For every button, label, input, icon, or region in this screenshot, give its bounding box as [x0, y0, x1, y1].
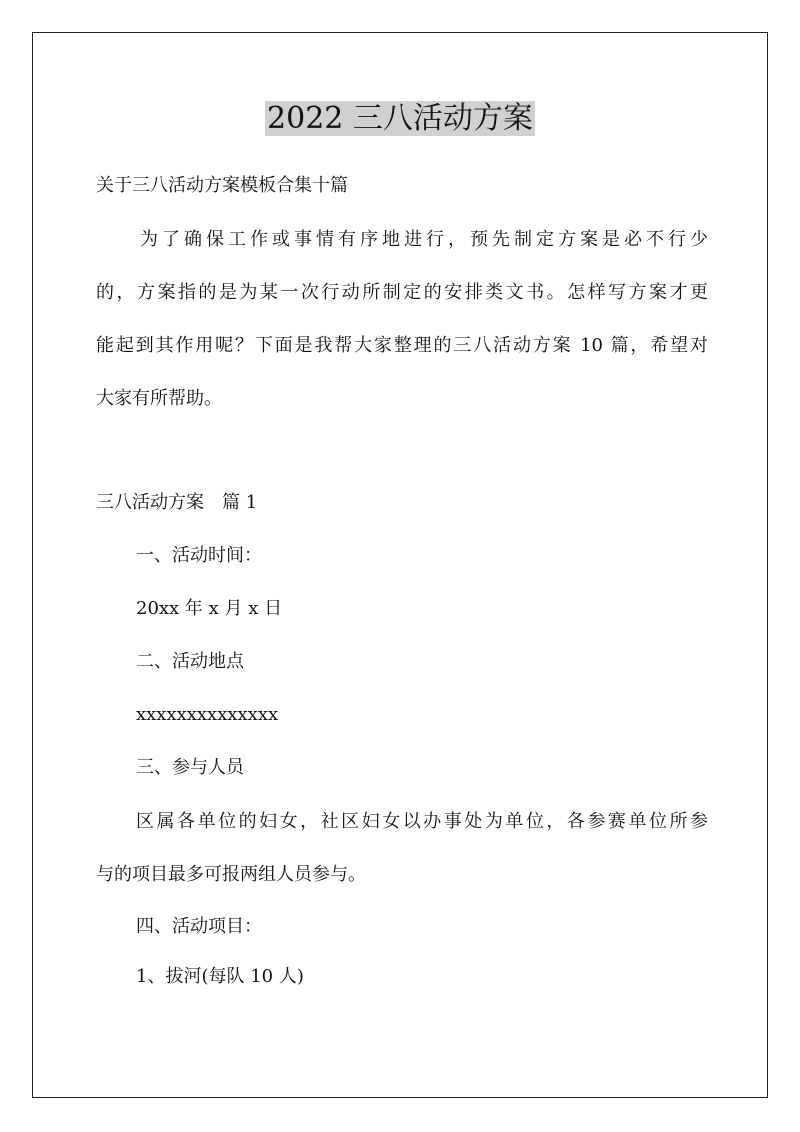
intro-line-4: 大家有所帮助。: [96, 388, 222, 409]
document-title-text: 2022 三八活动方案: [267, 101, 533, 136]
item-time-heading: 一、活动时间：: [136, 545, 262, 566]
people-line-1: 区属各单位的妇女，社区妇女以办事处为单位，各参赛单位所参: [136, 811, 708, 832]
item-time-value: 20xx 年 x 月 x 日: [136, 598, 283, 619]
intro-line-1: 为了确保工作或事情有序地进行，预先制定方案是必不行少: [96, 229, 708, 250]
item-people-heading: 三、参与人员: [136, 757, 244, 778]
people-line-2: 与的项目最多可报两组人员参与。: [96, 864, 366, 885]
item-place-heading: 二、活动地点: [136, 651, 244, 672]
intro-line-2: 的，方案指的是为某一次行动所制定的安排类文书。怎样写方案才更: [96, 282, 708, 303]
item-project-heading: 四、活动项目：: [136, 916, 262, 937]
section-heading: 三八活动方案 篇 1: [96, 492, 258, 513]
people-paragraph: [96, 795, 708, 901]
item-project-1: 1、拔河(每队 10 人): [136, 966, 304, 987]
document-subtitle: 关于三八活动方案模板合集十篇: [96, 175, 348, 196]
item-place-value: xxxxxxxxxxxxxx: [136, 704, 279, 725]
document-title: [0, 96, 800, 142]
intro-line-3: 能起到其作用呢？下面是我帮大家整理的三八活动方案 10 篇，希望对: [96, 335, 708, 356]
intro-paragraph: [96, 213, 708, 425]
